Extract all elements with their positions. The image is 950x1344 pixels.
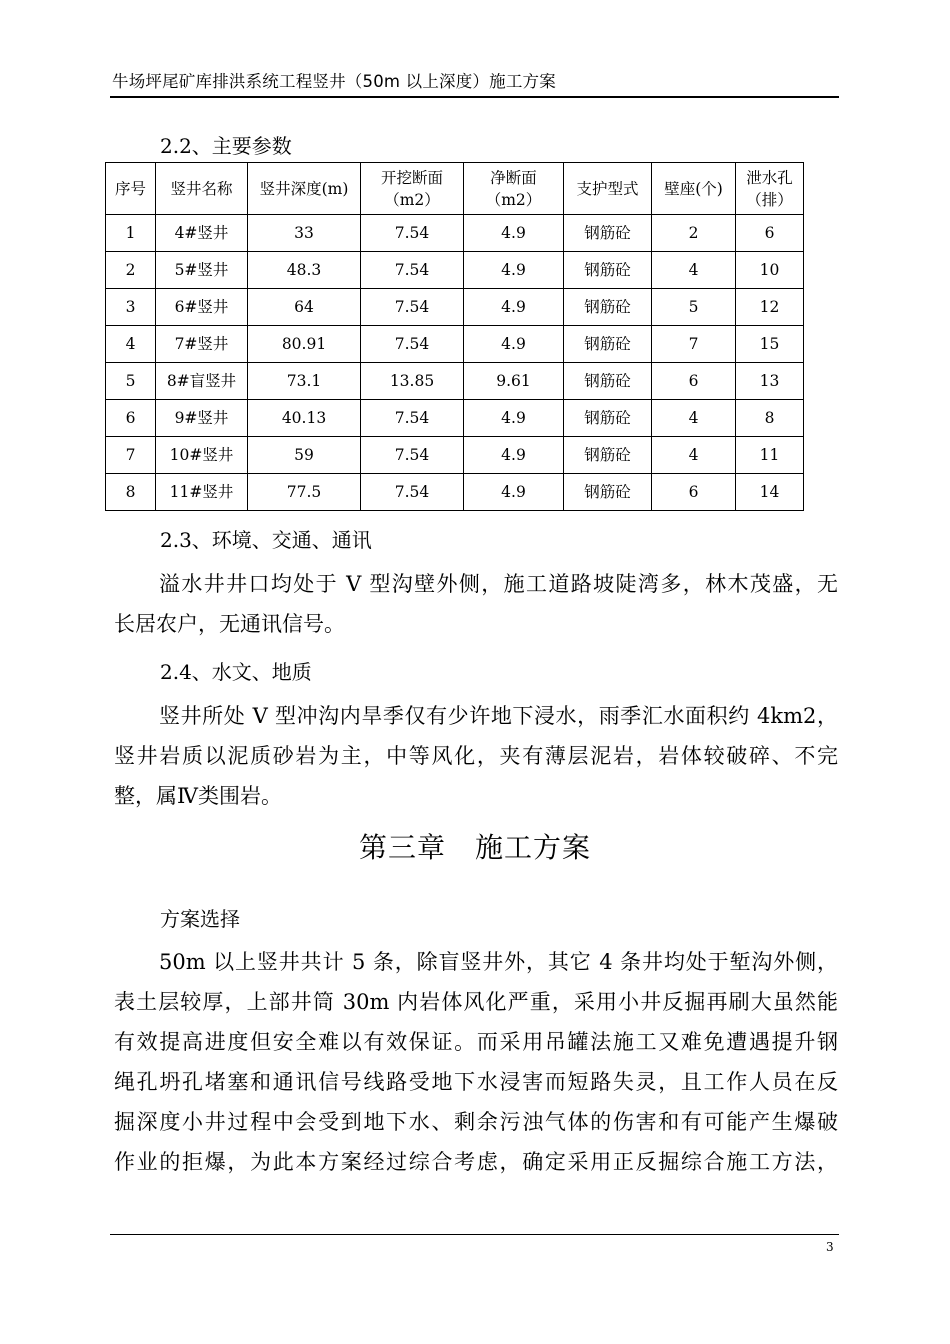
table-cell: 12 [736,289,804,326]
paragraph-environment [114,564,838,644]
table-cell: 2 [652,215,736,252]
header-cell-line: 泄水孔 [746,168,793,187]
table-cell: 4.9 [464,252,564,289]
header-cell-line: 净断面 [490,168,537,187]
table-cell: 5#竖井 [156,252,248,289]
table-cell: 2 [106,252,156,289]
table-cell: 4 [106,326,156,363]
paragraph-line: 掘深度小井过程中会受到地下水、剩余污浊气体的伤害和有可能产生爆破 [114,1110,838,1134]
table-cell: 6 [736,215,804,252]
table-cell: 13 [736,363,804,400]
table-cell: 3 [106,289,156,326]
table-cell: 6 [652,474,736,511]
table-cell: 13.85 [361,363,464,400]
table-cell: 4 [652,400,736,437]
header-cell-line: （m2） [485,190,542,209]
table-cell: 80.91 [248,326,361,363]
page-number: 3 [826,1240,834,1254]
header-rule [110,96,839,98]
table-body [106,215,804,511]
table-cell: 7.54 [361,437,464,474]
table-cell: 9#竖井 [156,400,248,437]
table-cell: 7 [106,437,156,474]
table-cell: 8 [106,474,156,511]
table-row [106,474,804,511]
paragraph-line: 整，属Ⅳ类围岩。 [114,784,282,808]
header-cell-line: 开挖断面 [380,168,443,187]
section-heading-2-4: 2.4、水文、地质 [160,660,312,684]
table-cell: 4.9 [464,215,564,252]
table-cell: 钢筋砼 [564,326,652,363]
table-cell: 10#竖井 [156,437,248,474]
paragraph-line: 50m 以上竖井共计 5 条，除盲竖井外，其它 4 条井均处于堑沟外侧， [159,950,838,974]
table-cell: 7.54 [361,289,464,326]
table-header-cell [248,163,361,215]
table-header-cell [652,163,736,215]
page-header-title: 牛场坪尾矿库排洪系统工程竖井（50m 以上深度）施工方案 [112,72,556,91]
table-row [106,289,804,326]
header-cell-line: （排） [746,190,793,209]
header-cell-line: 序号 [114,179,146,198]
paragraph-line: 溢水井井口均处于 V 型沟壁外侧，施工道路坡陡湾多，林木茂盛，无 [159,572,838,596]
table-cell: 1 [106,215,156,252]
header-cell-line: 壁座(个) [664,179,723,198]
table-row [106,437,804,474]
table-cell: 4#竖井 [156,215,248,252]
parameters-table [105,162,804,511]
table-cell: 钢筋砼 [564,400,652,437]
table-row [106,326,804,363]
table-cell: 4.9 [464,326,564,363]
table-cell: 4.9 [464,400,564,437]
section-heading-2-2: 2.2、主要参数 [160,134,292,158]
table-header-cell [106,163,156,215]
header-cell-line: 竖井名称 [170,179,233,198]
paragraph-hydrogeology [114,696,838,816]
paragraph-line: 长居农户，无通讯信号。 [114,612,345,636]
table-cell: 64 [248,289,361,326]
chapter-title: 第三章 施工方案 [358,831,591,864]
table-cell: 7.54 [361,326,464,363]
table-row [106,363,804,400]
table-cell: 73.1 [248,363,361,400]
table-header-cell [464,163,564,215]
paragraph-line: 竖井岩质以泥质砂岩为主，中等风化，夹有薄层泥岩，岩体较破碎、不完 [114,744,838,768]
table-row [106,400,804,437]
footer-rule [110,1234,839,1235]
paragraph-line: 作业的拒爆，为此本方案经过综合考虑，确定采用正反掘综合施工方法， [114,1150,838,1174]
table-cell: 9.61 [464,363,564,400]
table-cell: 4 [652,437,736,474]
table-cell: 14 [736,474,804,511]
table-header-cell [564,163,652,215]
table-cell: 6 [652,363,736,400]
table-header-cell [156,163,248,215]
table-cell: 7#竖井 [156,326,248,363]
paragraph-scheme [114,942,838,1182]
table-cell: 4 [652,252,736,289]
table-header-cell [736,163,804,215]
table-cell: 7.54 [361,252,464,289]
header-cell-line: 支护型式 [576,179,639,198]
table-cell: 钢筋砼 [564,252,652,289]
table-cell: 48.3 [248,252,361,289]
section-heading-scheme: 方案选择 [160,907,240,931]
table-row [106,215,804,252]
table-header-row [106,163,804,215]
table-cell: 5 [652,289,736,326]
table-cell: 钢筋砼 [564,437,652,474]
table-cell: 10 [736,252,804,289]
table-cell: 6#竖井 [156,289,248,326]
table-cell: 8 [736,400,804,437]
table-cell: 4.9 [464,289,564,326]
table-cell: 钢筋砼 [564,215,652,252]
table-cell: 6 [106,400,156,437]
table-cell: 33 [248,215,361,252]
table-header-cell [361,163,464,215]
table-cell: 7.54 [361,474,464,511]
table-cell: 7.54 [361,400,464,437]
paragraph-line: 表土层较厚，上部井筒 30m 内岩体风化严重，采用小井反掘再刷大虽然能 [114,990,838,1014]
paragraph-line: 绳孔坍孔堵塞和通讯信号线路受地下水浸害而短路失灵，且工作人员在反 [114,1070,838,1094]
header-cell-line: 竖井深度(m) [259,179,349,198]
table-cell: 4.9 [464,437,564,474]
table-cell: 8#盲竖井 [156,363,248,400]
table-cell: 7.54 [361,215,464,252]
table-cell: 7 [652,326,736,363]
table-cell: 77.5 [248,474,361,511]
table-cell: 钢筋砼 [564,363,652,400]
table-cell: 59 [248,437,361,474]
table-cell: 11 [736,437,804,474]
table-cell: 40.13 [248,400,361,437]
table-cell: 15 [736,326,804,363]
paragraph-line: 有效提高进度但安全难以有效保证。而采用吊罐法施工又难免遭遇提升钢 [114,1030,838,1054]
paragraph-line: 竖井所处 V 型冲沟内旱季仅有少许地下浸水，雨季汇水面积约 4km2， [159,704,838,728]
table-cell: 5 [106,363,156,400]
section-heading-2-3: 2.3、环境、交通、通讯 [160,528,372,552]
table-cell: 钢筋砼 [564,474,652,511]
table-cell: 11#竖井 [156,474,248,511]
table-row [106,252,804,289]
header-cell-line: （m2） [384,190,440,209]
table-cell: 钢筋砼 [564,289,652,326]
table-cell: 4.9 [464,474,564,511]
